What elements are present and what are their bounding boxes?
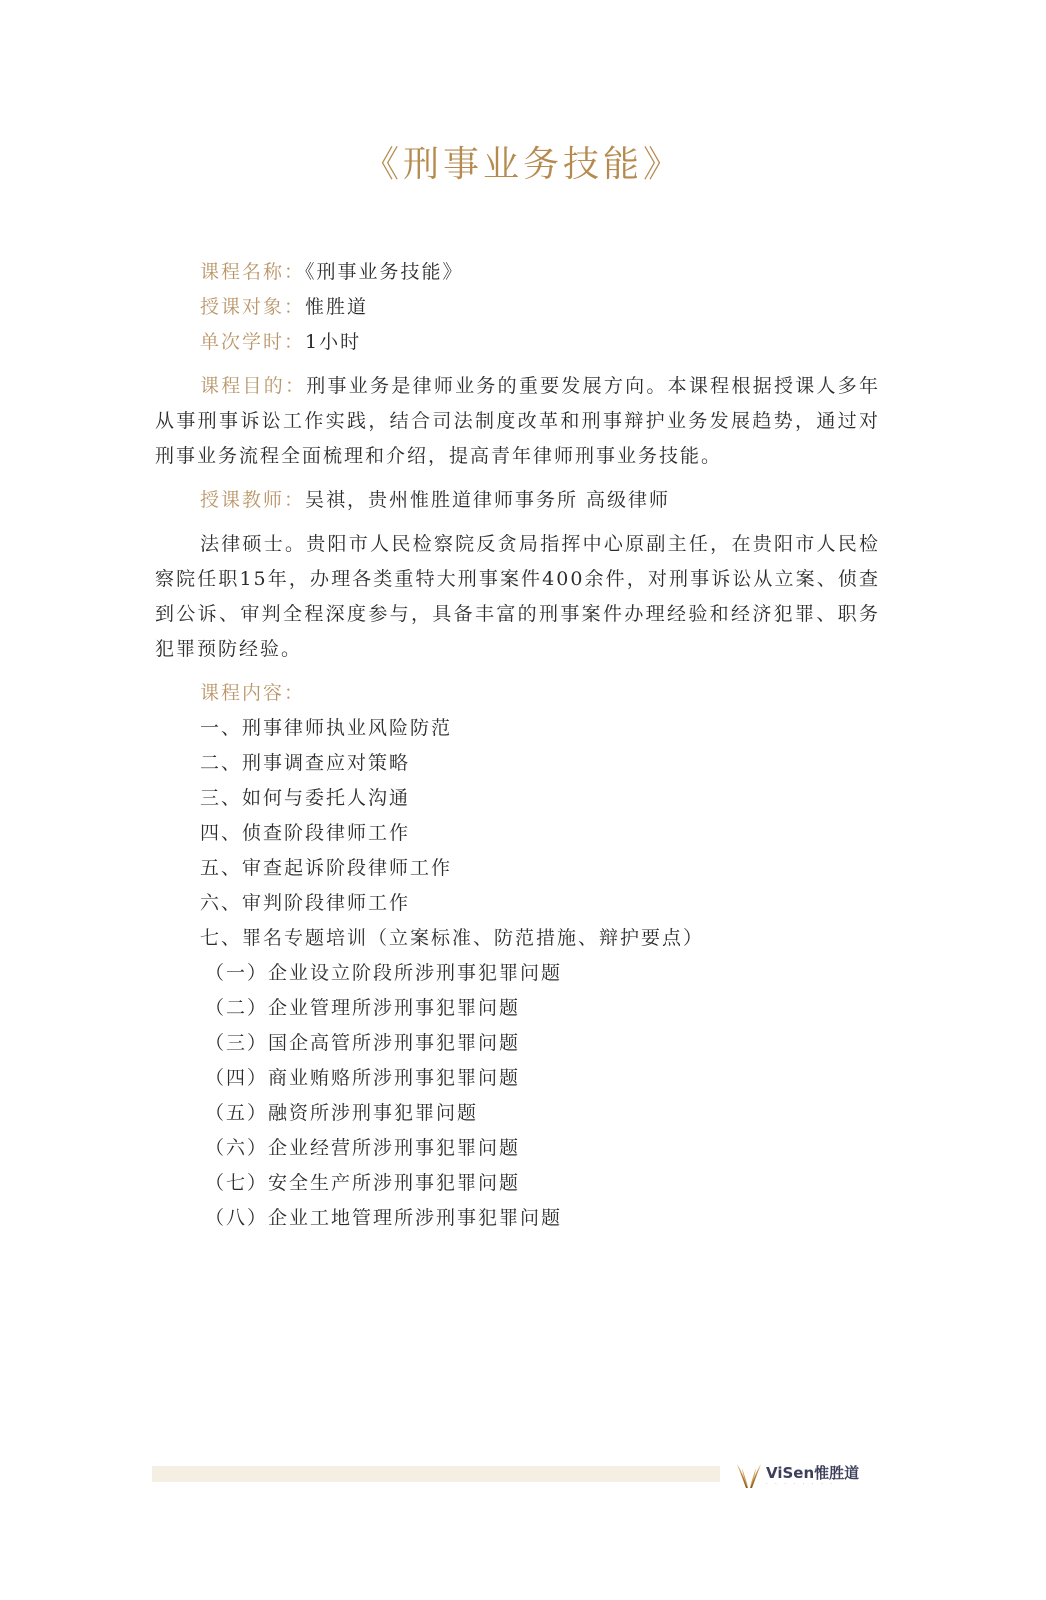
teacher-label: 授课教师： (200, 489, 306, 511)
content-item: 六、审判阶段律师工作 (200, 892, 411, 914)
content-sub-item: （八）企业工地管理所涉刑事犯罪问题 (205, 1207, 563, 1229)
v-wings-logo-icon (736, 1462, 762, 1490)
purpose-value: 刑事业务是律师业务的重要发展方向。本课程根据授课人多年从事刑事诉讼工作实践，结合司法制度改革和刑事辩护业务发展趋势，通过对刑事业务流程全面梳理和介绍，提高青年律师刑事业务技能。 (155, 375, 880, 467)
content-item: 二、刑事调查应对策略 (200, 752, 411, 774)
duration-label: 单次学时： (200, 331, 306, 353)
content-sub-item: （四）商业贿赂所涉刑事犯罪问题 (205, 1067, 521, 1089)
contents-heading (155, 676, 880, 711)
content-item: 四、侦查阶段律师工作 (200, 822, 411, 844)
purpose-paragraph (155, 369, 880, 474)
audience-label: 授课对象： (200, 296, 306, 318)
content-sub-item: （六）企业经营所涉刑事犯罪问题 (205, 1137, 521, 1159)
content-sub-item: （五）融资所涉刑事犯罪问题 (205, 1102, 479, 1124)
content-item: 七、罪名专题培训（立案标准、防范措施、辩护要点） (200, 927, 705, 949)
contents-label: 课程内容： (200, 682, 306, 704)
teacher-row (155, 483, 880, 518)
purpose-label: 课程目的： (200, 375, 307, 397)
duration-row (155, 325, 880, 360)
footer-logo (736, 1460, 859, 1492)
logo-tagline: · · · · · · · · (766, 1481, 835, 1487)
audience-row (155, 290, 880, 325)
course-name-row (155, 255, 880, 290)
footer-bar (152, 1466, 720, 1482)
content-item: 一、刑事律师执业风险防范 (200, 717, 453, 739)
duration-value: 1小时 (305, 331, 362, 353)
audience-value: 惟胜道 (305, 296, 369, 318)
logo-text: ViSen惟胜道 (766, 1464, 860, 1482)
content-sub-item: （二）企业管理所涉刑事犯罪问题 (205, 997, 521, 1019)
content-sub-item: （一）企业设立阶段所涉刑事犯罪问题 (205, 962, 563, 984)
content-item: 三、如何与委托人沟通 (200, 787, 411, 809)
page-title: 《刑事业务技能》 (362, 144, 683, 186)
content-sub-item: （七）安全生产所涉刑事犯罪问题 (205, 1172, 521, 1194)
content-item: 五、审查起诉阶段律师工作 (200, 857, 453, 879)
document-body (155, 255, 880, 1236)
content-sub-item: （三）国企高管所涉刑事犯罪问题 (205, 1032, 521, 1054)
teacher-value: 吴祺，贵州惟胜道律师事务所 高级律师 (305, 489, 671, 511)
course-name-label: 课程名称： (200, 261, 306, 283)
course-name-value: 《刑事业务技能》 (305, 261, 464, 283)
teacher-bio: 法律硕士。贵阳市人民检察院反贪局指挥中心原副主任，在贵阳市人民检察院任职15年，办理各类重特大刑事案件400余件，对刑事诉讼从立案、侦查到公诉、审判全程深度参与，具备丰富的刑事案件办理经验和经济犯罪、职务犯罪预防经验。 (155, 533, 880, 660)
